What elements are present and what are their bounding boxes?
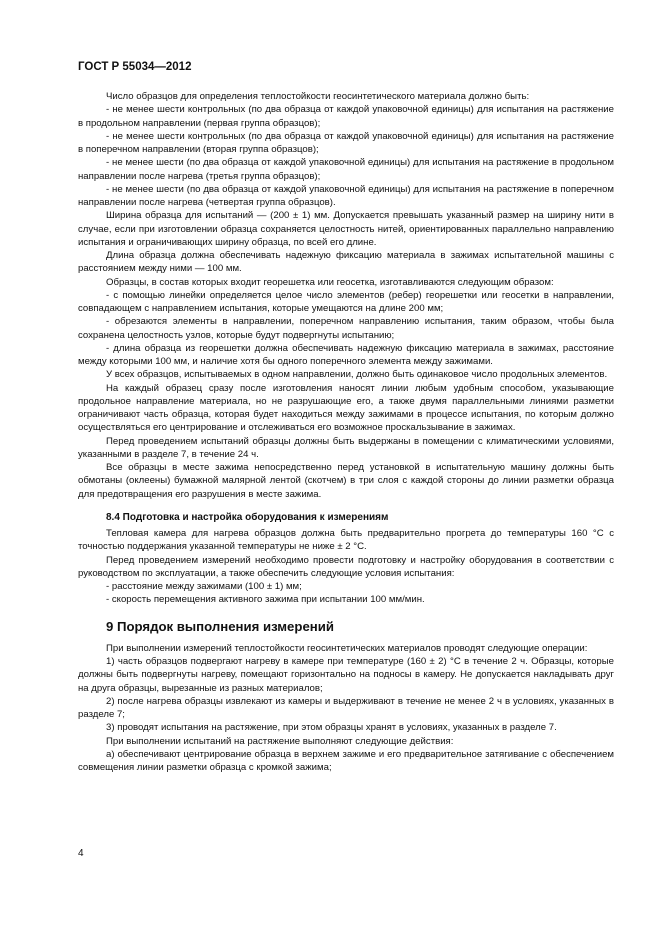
document-body xyxy=(78,90,614,774)
paragraph: На каждый образец сразу после изготовления наносят линии любым удобным способом, указывающие продольное направление материала, но не разрушающие его, а также двумя параллельными линиями разметки ограничивают часть образца, которая будет находиться между зажимами в процессе испытания, по которым должно осуществляться его центрирование и отслеживаться его возможное проскальзывание в зажимах. xyxy=(78,382,614,434)
list-item: - не менее шести (по два образца от каждой упаковочной единицы) для испытания на растяжение в поперечном направлении после нагрева (четвертая группа образцов). xyxy=(78,183,614,208)
list-item: - с помощью линейки определяется целое число элементов (ребер) георешетки или геосетки в направлении, совпадающем с направлением испытания, которые умещаются на длине 200 мм; xyxy=(78,289,614,314)
list-item: 3) проводят испытания на растяжение, при этом образцы хранят в условиях, указанных в разделе 7. xyxy=(106,722,557,734)
list-item: - длина образца из георешетки должна обеспечивать надежную фиксацию материала в зажимах, расстояние между которыми 100 мм, и наличие хотя бы одного поперечного элемента между зажимами. xyxy=(78,342,614,367)
list-item: - не менее шести контрольных (по два образца от каждой упаковочной единицы) для испытания на растяжение в продольном направлении (первая группа образцов); xyxy=(78,104,614,129)
section-heading: 8.4 Подготовка и настройка оборудования к измерениям xyxy=(106,511,389,523)
list-item: 1) часть образцов подвергают нагреву в камере при температуре (160 ± 2) °С в течение 2 ч. Образцы, которые должны быть подвергнуты нагреву, помещают горизонтально на подносы в камеру. Не допускается накладывать друг на друга образцы, вырезанные из разных материалов; xyxy=(78,656,614,694)
paragraph: Перед проведением измерений необходимо провести подготовку и настройку оборудования в соответствии с руководством по эксплуатации, а также обеспечить следующие условия испытания: xyxy=(78,554,614,579)
list-item: - обрезаются элементы в направлении, поперечном направлению испытания, таким образом, чтобы была сохранена целостность узлов, которые будут подвергнуты испытанию; xyxy=(78,316,614,341)
paragraph: Длина образца должна обеспечивать надежную фиксацию материала в зажимах испытательной машины с расстоянием между ними — 100 мм. xyxy=(78,250,614,275)
page-number: 4 xyxy=(78,848,84,859)
list-item: - скорость перемещения активного зажима при испытании 100 мм/мин. xyxy=(106,594,425,606)
list-item: - не менее шести (по два образца от каждой упаковочной единицы) для испытания на растяжение в продольном направлении после нагрева (третья группа образцов); xyxy=(78,157,614,182)
paragraph: При выполнении испытаний на растяжение выполняют следующие действия: xyxy=(106,735,454,747)
document-header: ГОСТ Р 55034—2012 xyxy=(78,61,192,73)
list-item: 2) после нагрева образцы извлекают из камеры и выдерживают в течение не менее 2 ч в условиях, указанных в разделе 7; xyxy=(78,695,614,720)
paragraph: У всех образцов, испытываемых в одном направлении, должно быть одинаковое число продольных элементов. xyxy=(106,369,608,381)
section-heading: 9 Порядок выполнения измерений xyxy=(106,618,334,634)
list-item: а) обеспечивают центрирование образца в верхнем зажиме и его предварительное затягивание с обеспечением совмещения линии разметки образца с кромкой зажима; xyxy=(78,748,614,773)
paragraph: Тепловая камера для нагрева образцов должна быть предварительно прогрета до температуры 160 °С с точностью поддержания указанной температуры не ниже ± 2 °С. xyxy=(78,528,614,553)
paragraph: При выполнении измерений теплостойкости геосинтетических материалов проводят следующие операции: xyxy=(106,642,588,654)
paragraph: Перед проведением испытаний образцы должны быть выдержаны в помещении с климатическими условиями, указанными в разделе 7, в течение 24 ч. xyxy=(78,435,614,460)
paragraph: Все образцы в месте зажима непосредственно перед установкой в испытательную машину должны быть обмотаны (оклеены) бумажной малярной лентой (скотчем) в три слоя с каждой стороны до линии разметки образца для предотвращения его разрушения в месте зажима. xyxy=(78,462,614,500)
list-item: - не менее шести контрольных (по два образца от каждой упаковочной единицы) для испытания на растяжение в поперечном направлении (вторая группа образцов); xyxy=(78,130,614,155)
paragraph: Число образцов для определения теплостойкости геосинтетического материала должно быть: xyxy=(106,91,530,102)
list-item: - расстояние между зажимами (100 ± 1) мм; xyxy=(106,581,302,592)
paragraph: Образцы, в состав которых входит георешетка или геосетка, изготавливаются следующим образом: xyxy=(106,276,554,288)
paragraph: Ширина образца для испытаний — (200 ± 1) мм. Допускается превышать указанный размер на ширину нити в случае, если при изготовлении образца сохраняется целостность нитей, ориентированных параллельно направлению испытания и ограничивающих ширину образца, по всей его длине. xyxy=(78,210,614,248)
